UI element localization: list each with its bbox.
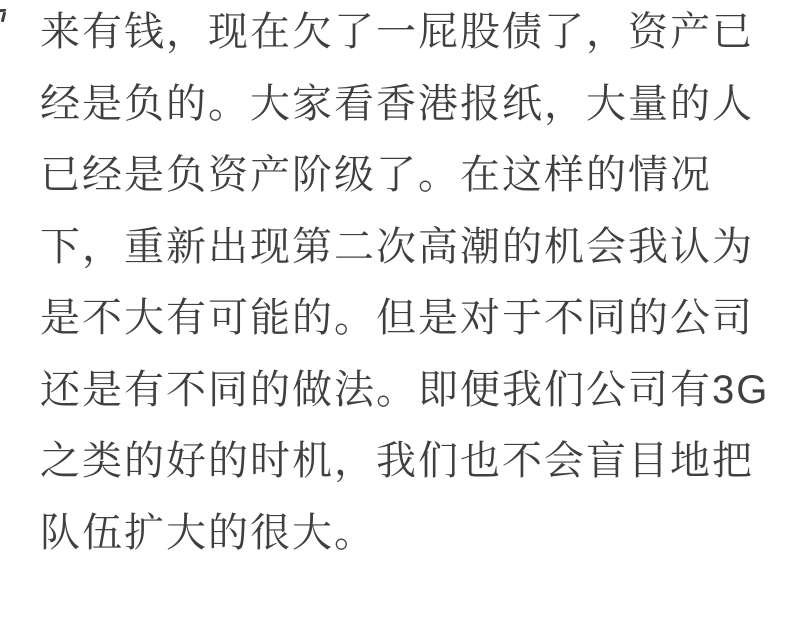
text-line-4: 下，重新出现第二次高潮的机会我认为 <box>40 224 754 269</box>
text-line-7: 之类的好的时机，我们也不会盲目地把 <box>40 439 754 483</box>
clipped-glyph-artifact <box>0 9 7 22</box>
text-line-8: 队伍扩大的很大。 <box>40 510 376 555</box>
text-line-6: 还是有不同的做法。即便我们公司有3G <box>40 367 770 412</box>
text-line-1: 来有钱，现在欠了一屁股债了，资产已 <box>40 10 754 54</box>
text-line-3: 已经是负资产阶级了。在这样的情况 <box>40 153 712 197</box>
text-line-2: 经是负的。大家看香港报纸，大量的人 <box>40 81 754 126</box>
paragraph-text-block <box>40 0 780 569</box>
text-line-5: 是不大有可能的。但是对于不同的公司 <box>40 296 754 340</box>
